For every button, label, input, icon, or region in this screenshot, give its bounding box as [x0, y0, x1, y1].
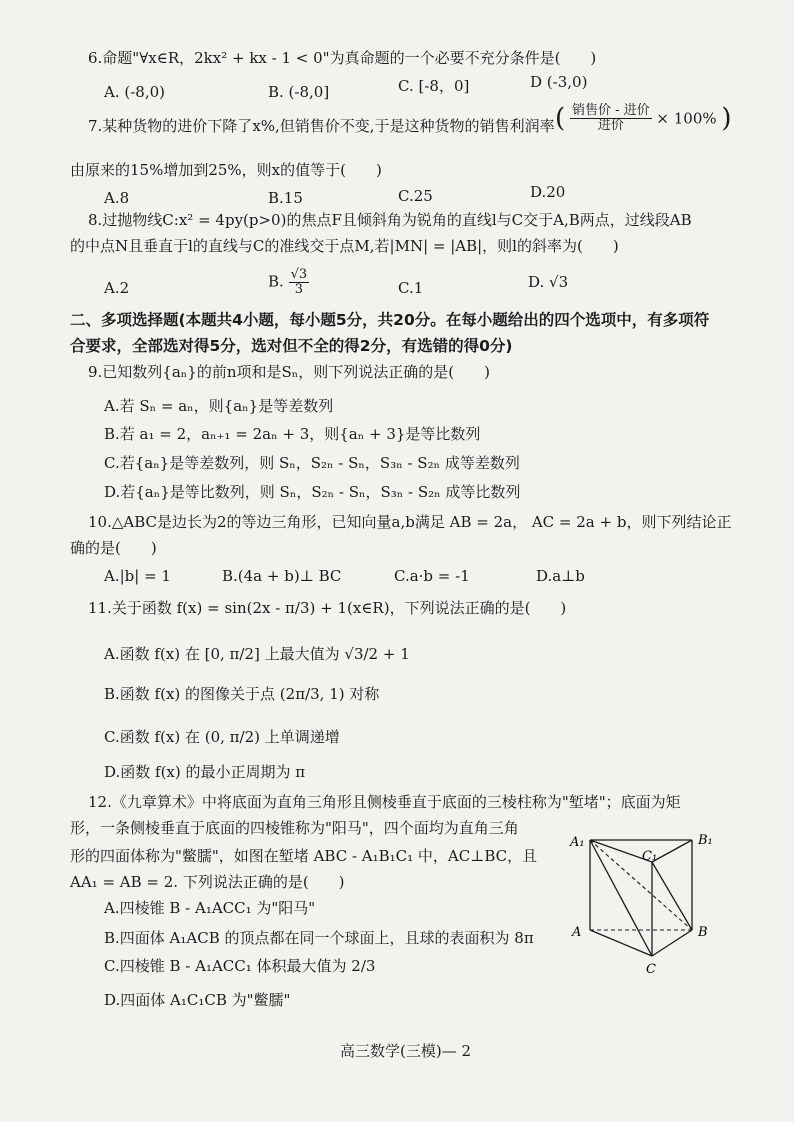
q7-option-d: D.20: [530, 183, 566, 201]
q12-line2: 形，一条侧棱垂直于底面的四棱锥称为"阳马"，四个面均为直角三角: [70, 819, 519, 837]
q8-option-d-value: √3: [549, 273, 569, 291]
q9-option-a: A.若 Sₙ = aₙ，则{aₙ}是等差数列: [104, 397, 334, 415]
q7-fraction: ( $\frac{\text{销售价 - 进价}}{\text{进价}}$ × 100% ): [555, 103, 732, 134]
q12-option-c: C.四棱锥 B - A₁ACC₁ 体积最大值为 2/3: [104, 957, 376, 975]
q10-option-a: A.|b| = 1: [104, 567, 171, 585]
q10-stem-line1: 10.△ABC是边长为2的等边三角形，已知向量a,b满足 AB = 2a， AC = 2a + b，则下列结论正: [88, 513, 732, 531]
q8-option-b: B. $\frac{√3}{3}$: [268, 267, 308, 297]
q7-option-a: A.8: [104, 189, 130, 207]
q10-option-b: B.(4a + b)⊥ BC: [222, 567, 342, 585]
q7-option-c: C.25: [398, 187, 433, 205]
q10-option-d: D.a⊥b: [536, 567, 585, 585]
q7-option-b: B.15: [268, 189, 303, 207]
q11-option-d: D.函数 f(x) 的最小正周期为 π: [104, 763, 306, 781]
q7-stem-line2: 由原来的15%增加到25%，则x的值等于( ): [70, 161, 382, 179]
section2-heading-line1: 二、多项选择题(本题共4小题，每小题5分，共20分。在每小题给出的四个选项中，有多项符: [70, 311, 710, 329]
q8-stem-line2: 的中点N且垂直于l的直线与C的准线交于点M,若|MN| = |AB|，则l的斜率为( ): [70, 237, 619, 255]
q11-stem: 11.关于函数 f(x) = sin(2x - π/3) + 1(x∈R)，下列说法正确的是( ): [88, 599, 567, 617]
q12-line4: AA₁ = AB = 2. 下列说法正确的是( ): [70, 873, 345, 891]
label-b: B: [698, 925, 708, 940]
q6-option-d: D (-3,0): [530, 73, 588, 91]
q11-option-b: B.函数 f(x) 的图像关于点 (2π/3, 1) 对称: [104, 685, 380, 703]
q7-frac-den: 进价: [597, 118, 624, 133]
q12-option-d: D.四面体 A₁C₁CB 为"鳖臑": [104, 991, 291, 1009]
q6-stem: 6.命题"∀x∈R，2kx² + kx - 1 < 0"为真命题的一个必要不充分条件是( ): [88, 49, 597, 67]
q8-option-a: A.2: [104, 279, 130, 297]
q9-option-d: D.若{aₙ}是等比数列，则 Sₙ，S₂ₙ - Sₙ，S₃ₙ - S₂ₙ 成等比数列: [104, 483, 521, 501]
q7-frac-num: 销售价 - 进价: [571, 103, 650, 118]
q6-option-c: C. [-8，0]: [398, 77, 470, 95]
prism-figure: [568, 828, 728, 978]
label-b1: B₁: [698, 833, 713, 848]
label-c: C: [646, 962, 656, 977]
q12-option-b: B.四面体 A₁ACB 的顶点都在同一个球面上，且球的表面积为 8π: [104, 929, 534, 947]
q9-option-b: B.若 a₁ = 2，aₙ₊₁ = 2aₙ + 3，则{aₙ + 3}是等比数列: [104, 425, 481, 443]
q6-option-a: A. (-8,0): [104, 83, 165, 101]
q8-option-d: D. √3: [528, 273, 569, 291]
label-a1: A₁: [570, 835, 585, 850]
q8-option-b-den: 3: [294, 282, 303, 297]
q10-option-c: C.a·b = -1: [394, 567, 470, 585]
q12-line3: 形的四面体称为"鳖臑"，如图在堑堵 ABC - A₁B₁C₁ 中，AC⊥BC，且: [70, 847, 538, 865]
q8-stem-line1: 8.过抛物线C:x² = 4py(p>0)的焦点F且倾斜角为锐角的直线l与C交于A,B两点，过线段AB: [88, 211, 692, 229]
label-c1: C₁: [642, 849, 658, 864]
label-a: A: [572, 925, 582, 940]
q8-option-b-num: √3: [290, 267, 308, 282]
q9-option-c: C.若{aₙ}是等差数列，则 Sₙ，S₂ₙ - Sₙ，S₃ₙ - S₂ₙ 成等差数列: [104, 454, 520, 472]
q9-stem: 9.已知数列{aₙ}的前n项和是Sₙ，则下列说法正确的是( ): [88, 363, 490, 381]
q7-stem-line1: 7.某种货物的进价下降了x%,但销售价不变,于是这种货物的销售利润率: [88, 117, 555, 135]
q12-option-a: A.四棱锥 B - A₁ACC₁ 为"阳马": [104, 899, 316, 917]
q10-stem-line2: 确的是( ): [70, 539, 157, 557]
q11-option-c: C.函数 f(x) 在 (0, π/2) 上单调递增: [104, 728, 340, 746]
q7-frac-tail: × 100%: [656, 109, 717, 128]
section2-heading-line2: 合要求，全部选对得5分，选对但不全的得2分，有选错的得0分): [70, 337, 513, 355]
q12-line1: 12.《九章算术》中将底面为直角三角形且侧棱垂直于底面的三棱柱称为"堑堵"；底面为矩: [88, 793, 681, 811]
q11-option-a: A.函数 f(x) 在 [0, π/2] 上最大值为 √3/2 + 1: [104, 645, 410, 663]
q6-option-b: B. (-8,0]: [268, 83, 330, 101]
page-footer: 高三数学(三模)— 2: [340, 1042, 472, 1060]
q8-option-c: C.1: [398, 279, 424, 297]
